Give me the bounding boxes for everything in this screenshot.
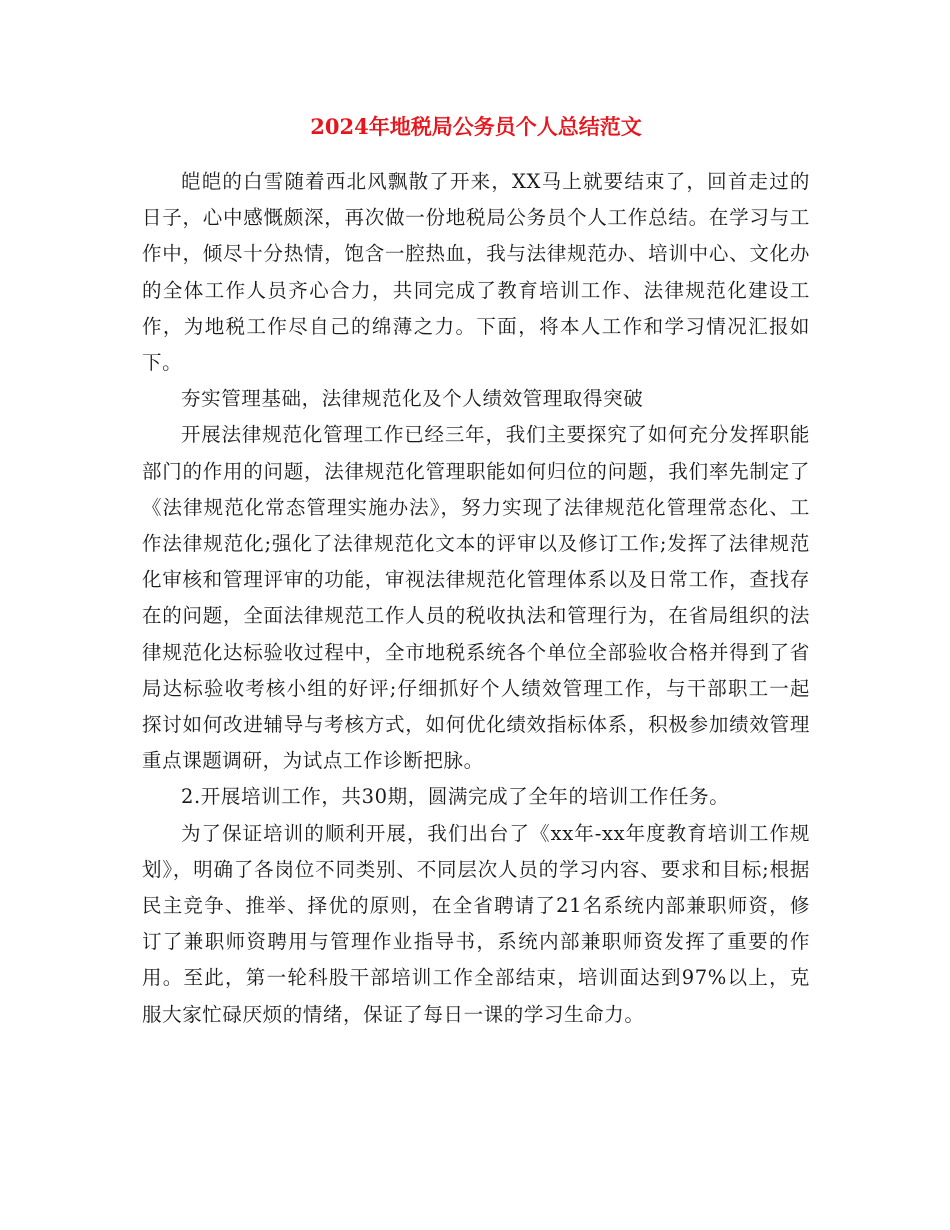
paragraph-heading-training: 2.开展培训工作，共30期，圆满完成了全年的培训工作任务。 xyxy=(181,785,730,809)
paragraph-legal-standardization: 开展法律规范化管理工作已经三年，我们主要探究了如何充分发挥职能部门的作用的问题，法律规范化管理职能如何归位的问题，我们率先制定了《法律规范化常态管理实施办法》，努力实现了法律规范化管理常态化、工作法律规范化;强化了法律规范化文本的评审以及修订工作;发挥了法律规范化审核和管理评审的功能，审视法律规范化管理体系以及日常工作，查找存在的问题，全面法律规范工作人员的税收执法和管理行为，在省局组织的法律规范化达标验收过程中，全市地税系统各个单位全部验收合格并得到了省局达标验收考核小组的好评;仔细抓好个人绩效管理工作，与干部职工一起探讨如何改进辅导与考核方式，如何优化绩效指标体系，积极参加绩效管理重点课题调研，为试点工作诊断把脉。 xyxy=(142,423,810,773)
paragraph-intro: 皑皑的白雪随着西北风飘散了开来，XX马上就要结束了，回首走过的日子，心中感慨颇深，再次做一份地税局公务员个人工作总结。在学习与工作中，倾尽十分热情，饱含一腔热血，我与法律规范办、培训中心、文化办的全体工作人员齐心合力，共同完成了教育培训工作、法律规范化建设工作，为地税工作尽自己的绵薄之力。下面，将本人工作和学习情况汇报如下。 xyxy=(142,170,810,375)
document-title: 2024年地税局公务员个人总结范文 xyxy=(310,114,642,139)
paragraph-heading-management: 夯实管理基础，法律规范化及个人绩效管理取得突破 xyxy=(181,387,644,411)
paragraph-training-details: 为了保证培训的顺利开展，我们出台了《xx年-xx年度教育培训工作规划》，明确了各岗位不同类别、不同层次人员的学习内容、要求和目标;根据民主竞争、推举、择优的原则，在全省聘请了21名系统内部兼职师资，修订了兼职师资聘用与管理作业指导书，系统内部兼职师资发挥了重要的作用。至此，第一轮科股干部培训工作全部结束，培训面达到97%以上，克服大家忙碌厌烦的情绪，保证了每日一课的学习生命力。 xyxy=(142,821,810,1026)
